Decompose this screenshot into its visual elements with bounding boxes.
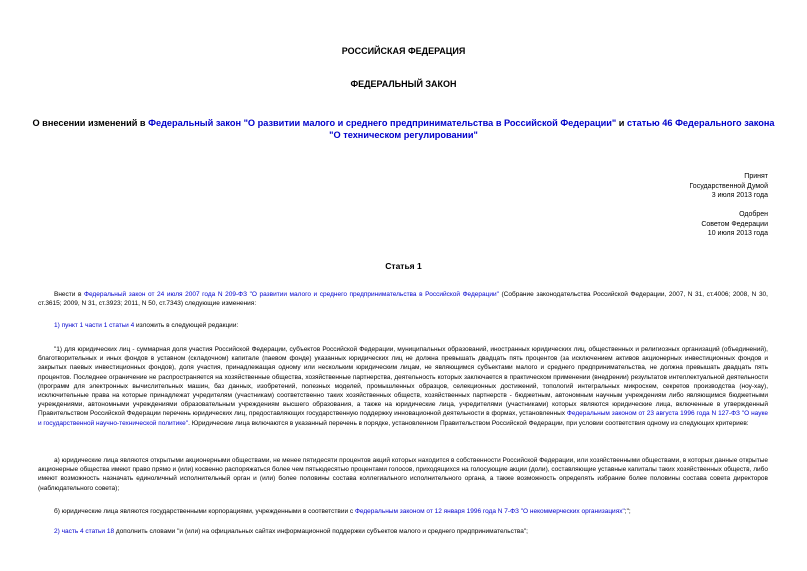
p6-clause-link[interactable]: часть 4 статьи 18 [61,528,115,535]
council-label: Советом Федерации [701,220,768,228]
p6-number[interactable]: 2) [54,528,62,535]
council-approval-block [701,210,768,239]
p1-rest: (Собрание законодательства Российской Федерации, 2007, N 31, ст.4006; 2008, N 30, ст.3615; 2009, N 31, ст.3923; 2011, N 50, ст.7343) следующие изменения: [38,291,768,308]
p2-number[interactable]: 1) [54,322,62,329]
p6-rest: дополнить словами "и (или) на официальных сайтах информационной поддержки субъектов малого и среднего предпринимательства"; [114,528,528,535]
title-link-technical-regulation-law[interactable]: Федерального закона "О техническом регулировании" [329,118,775,140]
title-prefix: О внесении изменений в [32,118,149,128]
title-link-article-46[interactable]: статью 46 [627,118,673,128]
title-link-small-business-law[interactable]: Федеральный закон "О развитии малого и среднего предпринимательства в Российской Федерации" [148,118,617,128]
council-date: 10 июля 2013 года [707,230,768,237]
new-wording-paragraph [38,345,768,428]
p1-prefix: Внести в [54,291,85,298]
p3-text: "1) для юридических лиц - суммарная доля участия Российской Федерации, субъектов Российской Федерации, муниципальных образований, иностранных юридических лиц, общественных и религиозных организаций (объединений), благотворительных и иных фондов в уставном (складочном) капитале (паевом фонде) указанных юридических лиц не должна превышать двадцать пять процентов (за исключением активов акционерных инвестиционных фондов и закрытых паевых инвестиционных фондов), доля участия, принадлежащая одному или нескольким юридическим лицам, не являющимся субъектами малого и среднего предпринимательства, не должна превышать двадцать пять процентов. Последнее ограничение не распространяется на хозяйственные общества, хозяйственные партнерства, деятельность которых заключается в практическом применении (внедрении) результатов интеллектуальной деятельности (программ для электронных вычислительных машин, баз данных, изобретений, полезных моделей, промышленных образцов, селекционных достижений, топологий интегральных микросхем, секретов производства (ноу-хау), исключительные права на которые принадлежат учредителям (участникам) соответственно таких хозяйственных обществ, хозяйственных партнерств - бюджетным, автономным научным учреждениям либо являющимся бюджетными учреждениями, автономными учреждениями образовательным учреждениям высшего образования, а также на юридические лица, учредителями (участниками) которых являются юридические лица, включенные в утвержденный Правительством Российской Федерации перечень юридических лиц, предоставляющих государственную поддержку инновационной деятельности в формах, установленных [38,346,768,418]
title-middle: и [616,118,628,128]
law-title [30,117,777,141]
p3-rest: . Юридические лица включаются в указанный перечень в порядке, установленном Правительством Российской Федерации, при условии соответствия одному из следующих критериев: [188,419,749,427]
accepted-label: Принят [744,173,768,180]
p1-law-link[interactable]: Федеральный закон от 24 июля 2007 года N 209-ФЗ "О развитии малого и среднего предпринимательства в Российской Федерации" [84,291,499,298]
p5-rest: ;"; [624,508,631,515]
duma-date: 3 июля 2013 года [711,192,768,199]
article-heading: Статья 1 [385,261,422,271]
p2-clause-link[interactable]: пункт 1 части 1 статьи 4 [61,322,135,329]
p5-nonprofit-law-link[interactable]: Федеральным законом от 12 января 1996 года N 7-ФЗ "О некоммерческих организациях" [354,508,625,515]
article-intro-paragraph [38,290,768,308]
approved-label: Одобрен [739,211,768,218]
item-2-paragraph [54,527,768,536]
law-type-heading: ФЕДЕРАЛЬНЫЙ ЗАКОН [350,79,457,89]
criterion-a-paragraph: а) юридические лица являются открытыми акционерными обществами, не менее пятидесяти процентов акций которых находится в собственности Российской Федерации, или хозяйственными обществами, в которых данные открытые акционерные общества имеют право прямо и (или) косвенно распоряжаться более чем пятьюдесятью процентами голосов, приходящихся на голосующие акции (доли), составляющие уставные капиталы таких хозяйственных обществ, либо имеют возможность назначать единоличный исполнительный орган и (или) более половины состава коллегиального исполнительного органа, а также возможность определять избрание более половины состава совета директоров (наблюдательного совета); [38,457,768,492]
p3-science-law-link[interactable]: Федеральным законом от 23 августа 1996 года N 127-ФЗ "О науке и государственной научно-технической политике" [38,410,768,427]
duma-acceptance-block [689,172,768,201]
duma-label: Государственной Думой [689,182,768,190]
criterion-b-paragraph [54,507,768,516]
item-1-paragraph [54,321,768,330]
p2-rest: изложить в следующей редакции: [134,322,239,329]
country-heading: РОССИЙСКАЯ ФЕДЕРАЦИЯ [341,46,466,56]
p5-prefix: б) юридические лица являются государственными корпорациями, учрежденными в соответствии с [54,508,355,515]
